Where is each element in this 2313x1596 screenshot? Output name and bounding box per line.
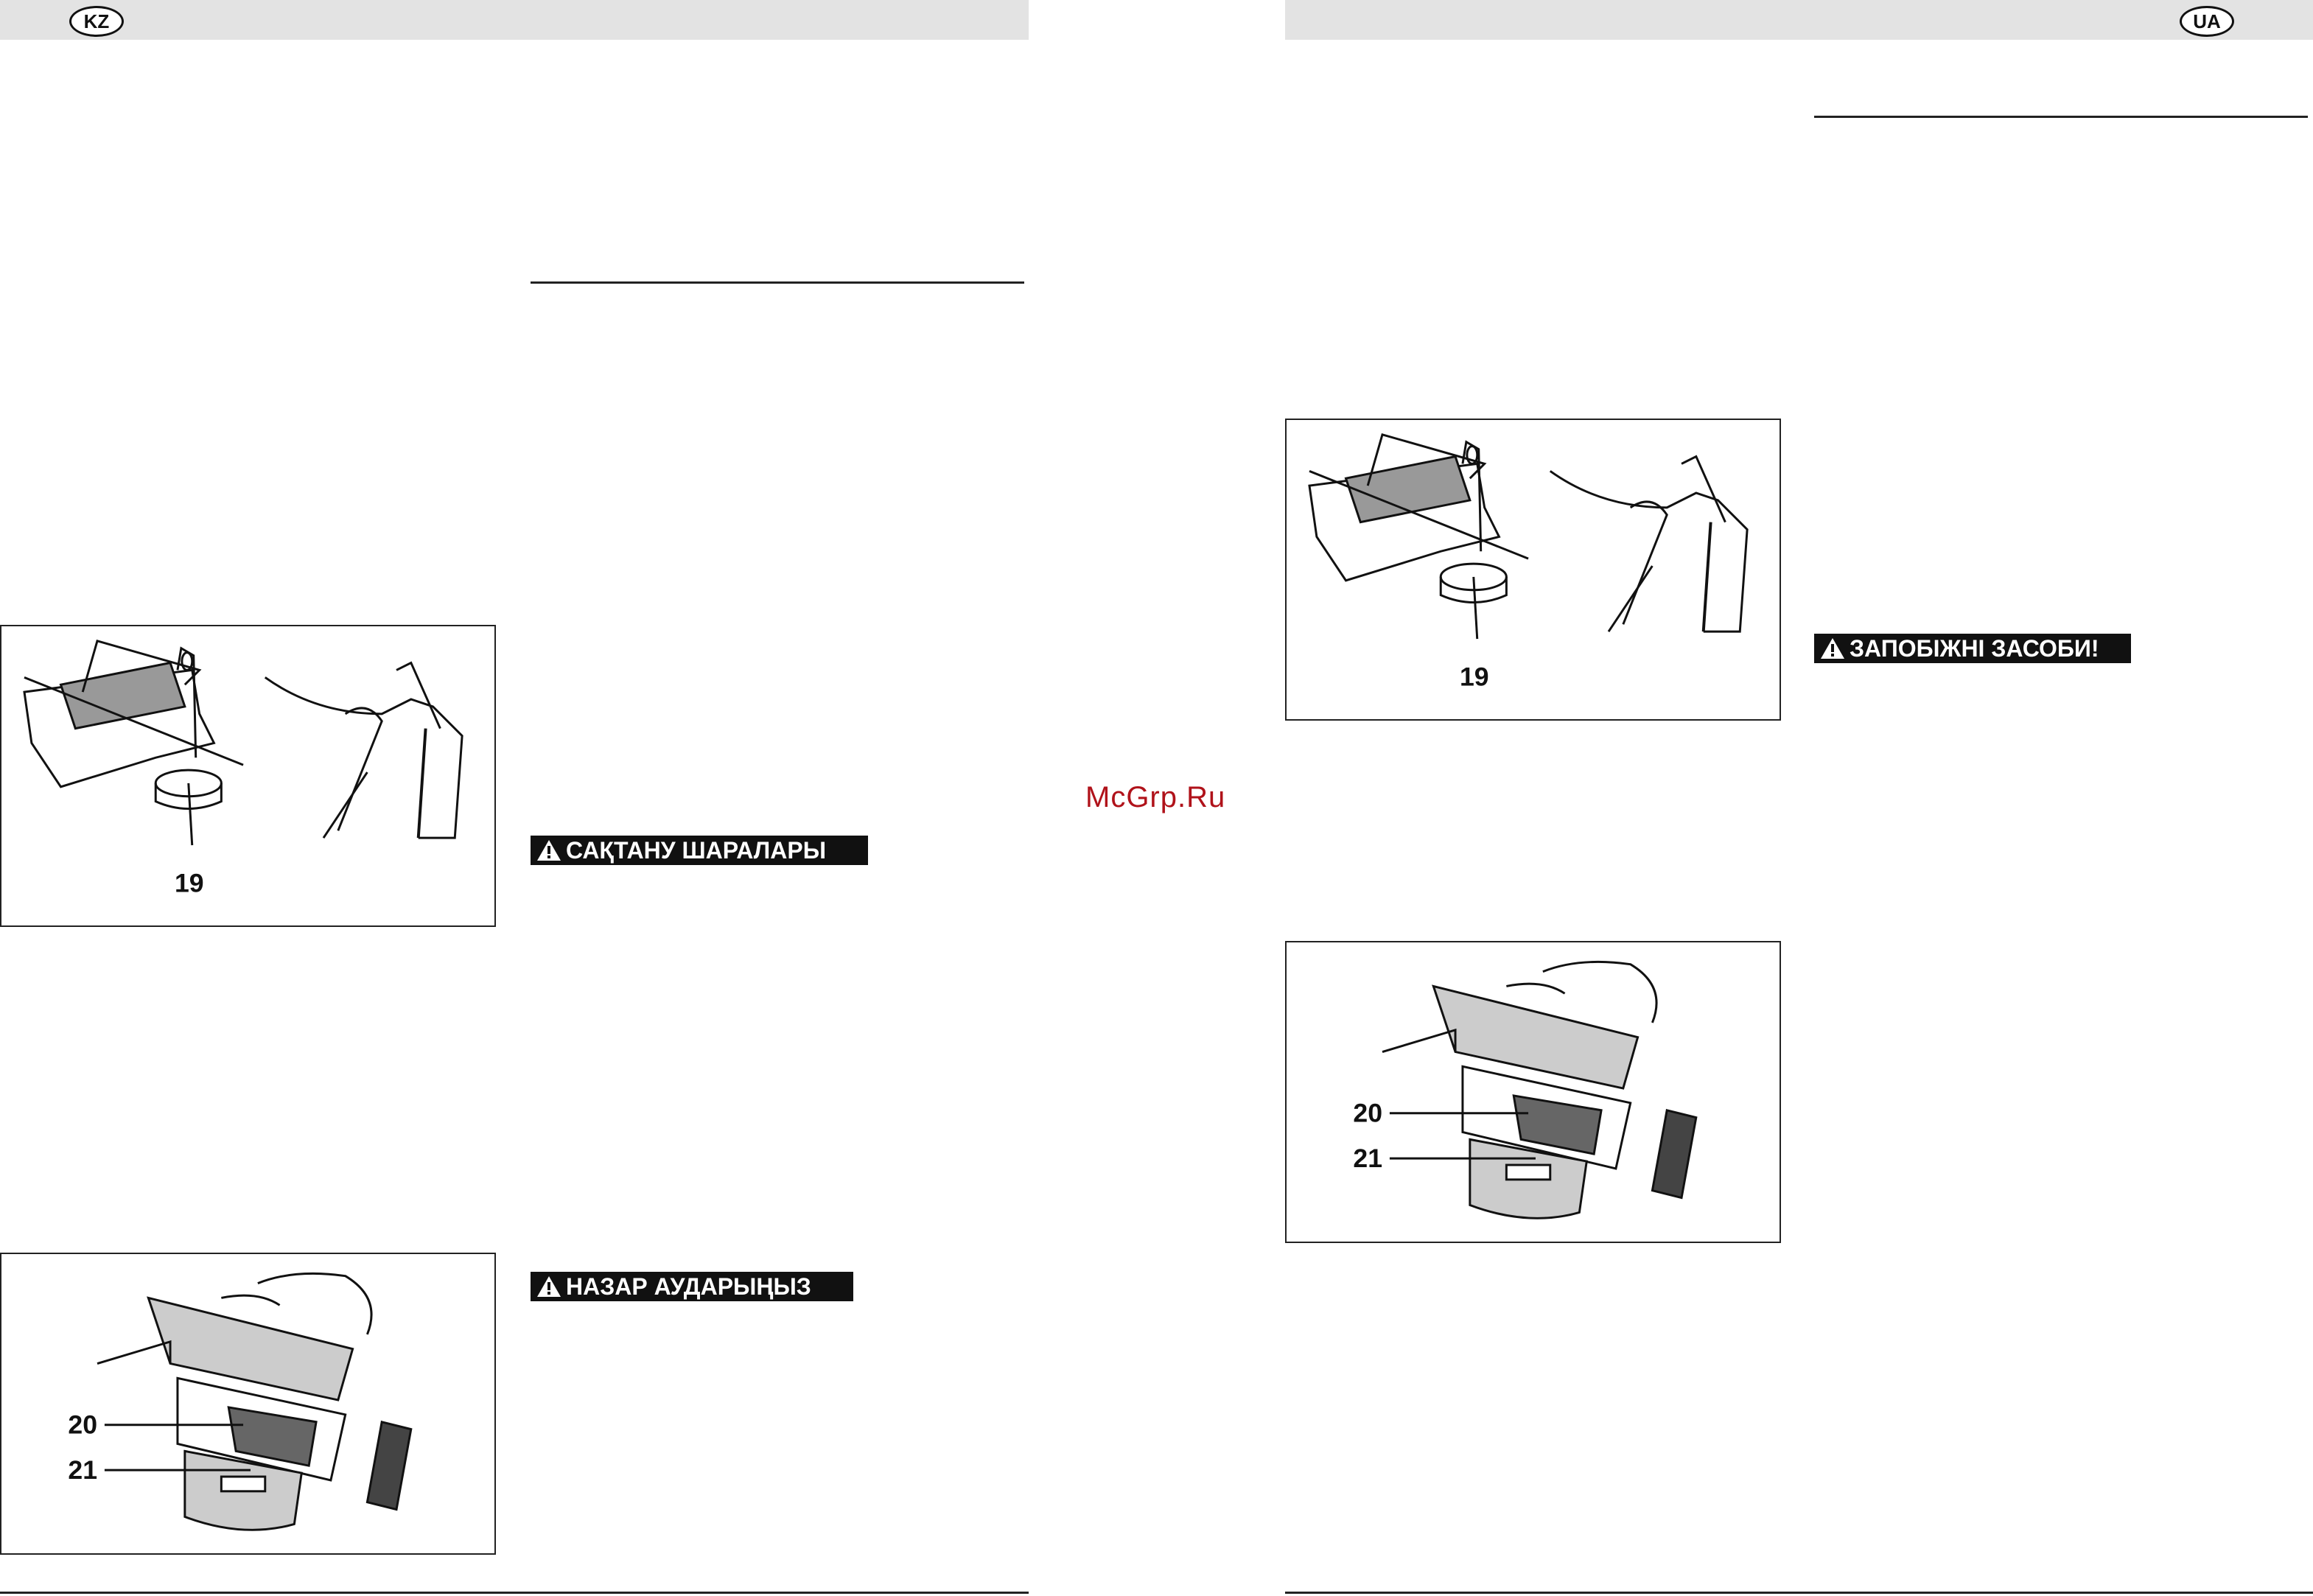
header-band-left: [0, 0, 1029, 40]
callout-19: 19: [174, 868, 204, 898]
figure-height-adjust-ua: [1285, 419, 1781, 721]
callout-20: 20: [1353, 1098, 1383, 1128]
warning-label: САҚТАНУ ШАРАЛАРЫ: [566, 837, 827, 864]
warning-label: НАЗАР АУДАРЫҢЫЗ: [566, 1273, 811, 1300]
header-band-right: [1285, 0, 2313, 40]
warning-banner-ua-safety: [1814, 634, 2131, 663]
language-badge-kz: KZ: [69, 6, 124, 37]
warning-label: ЗАПОБІЖНІ ЗАСОБИ!: [1850, 635, 2099, 662]
language-badge-ua: UA: [2180, 6, 2234, 37]
warning-triangle-icon: [536, 1275, 561, 1298]
callout-21: 21: [68, 1455, 98, 1485]
grass-bag-illustration: [1, 1254, 494, 1553]
figure-grass-bag-ua: [1285, 941, 1781, 1243]
height-adjust-illustration: [1, 626, 494, 925]
height-adjust-illustration: [1287, 420, 1780, 719]
warning-triangle-icon: [1820, 637, 1845, 659]
callout-21: 21: [1353, 1143, 1383, 1173]
section-divider-kz: [531, 281, 1024, 284]
section-divider-ua: [1814, 116, 2308, 118]
footer-rule-right: [1285, 1592, 2313, 1594]
footer-rule-left: [0, 1592, 1029, 1594]
grass-bag-illustration: [1287, 942, 1780, 1242]
figure-height-adjust-kz: [0, 625, 496, 927]
callout-20: 20: [68, 1410, 98, 1440]
warning-triangle-icon: [536, 839, 561, 861]
watermark-text: McGrp.Ru: [1085, 781, 1226, 813]
warning-banner-kz-attention: [531, 1272, 853, 1301]
callout-19: 19: [1459, 662, 1489, 692]
figure-grass-bag-kz: [0, 1253, 496, 1555]
warning-banner-kz-safety: [531, 836, 868, 865]
